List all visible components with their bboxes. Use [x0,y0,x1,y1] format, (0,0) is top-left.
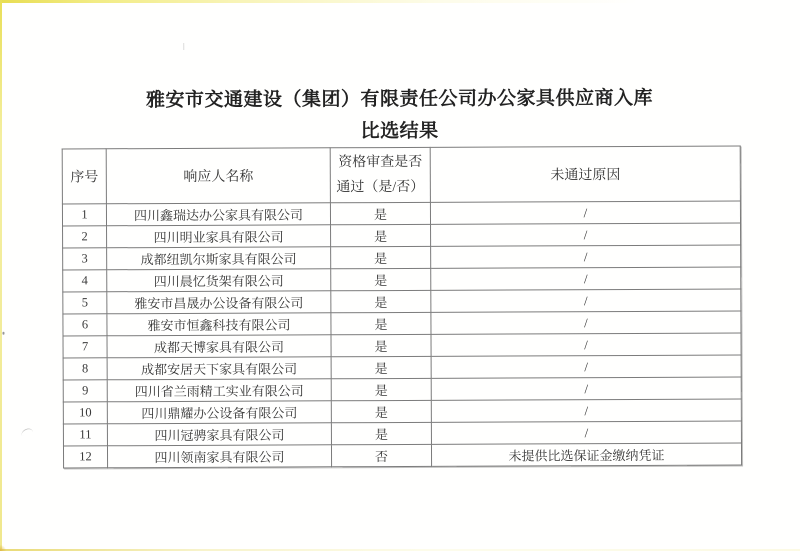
document-title-line1: 雅安市交通建设（集团）有限责任公司办公家具供应商入库 [145,87,654,112]
company-name-cell: 四川省兰雨精工实业有限公司 [107,379,331,402]
company-name-cell: 雅安市昌晟办公设备有限公司 [107,291,331,314]
company-name-cell: 四川晨忆货架有限公司 [107,269,331,292]
passed-cell: 是 [330,202,430,224]
passed-cell: 否 [331,444,431,466]
company-name-cell: 成都安居天下家具有限公司 [107,357,331,380]
row-number-cell: 5 [63,292,107,314]
passed-cell: 是 [331,400,431,422]
row-number-cell: 7 [63,336,107,358]
company-name-cell: 雅安市恒鑫科技有限公司 [107,313,331,336]
passed-cell: 是 [331,312,431,334]
company-name-cell: 四川鼎耀办公设备有限公司 [107,401,331,424]
reason-cell: / [431,377,741,400]
passed-cell: 是 [331,290,431,312]
table-header-row [62,146,740,204]
header-respondent-name: 响应人名称 [106,148,330,204]
table-row [63,311,741,336]
table-row [63,289,741,314]
passed-cell: 是 [331,224,431,246]
row-number-cell: 6 [63,314,107,336]
table-row [63,377,741,402]
document-title [0,82,800,149]
reason-cell: / [430,201,740,224]
header-qualification-pass-line1: 资格审查是否 [338,154,423,171]
company-name-cell: 四川领南家具有限公司 [107,445,331,468]
passed-cell: 是 [331,378,431,400]
supplier-table-body [62,201,741,468]
reason-cell: / [431,421,741,444]
reason-cell: / [431,399,741,422]
company-name-cell: 成都纽凯尔斯家具有限公司 [107,247,331,270]
table-row [62,201,740,226]
supplier-review-table [62,146,742,469]
table-row [63,421,741,446]
reason-cell: / [431,311,741,334]
row-number-cell: 11 [63,424,107,446]
reason-cell: / [431,289,741,312]
table-row [63,267,741,292]
reason-cell: / [431,223,741,246]
scan-artifact-pen-mark [20,427,33,435]
reason-cell: / [431,333,741,356]
reason-cell: 未提供比选保证金缴纳凭证 [431,443,741,466]
company-name-cell: 四川明业家具有限公司 [107,225,331,248]
document-title-line2: 比选结果 [360,120,439,143]
table-row [63,223,741,248]
header-serial-number: 序号 [62,149,106,204]
row-number-cell: 9 [63,380,107,402]
row-number-cell: 3 [63,248,107,270]
scan-artifact-tick [183,43,184,50]
table-row [63,245,741,270]
passed-cell: 是 [331,246,431,268]
company-name-cell: 成都天博家具有限公司 [107,335,331,358]
reason-cell: / [431,267,741,290]
passed-cell: 是 [331,422,431,444]
reason-cell: / [431,245,741,268]
header-fail-reason: 未通过原因 [430,146,740,202]
row-number-cell: 2 [63,226,107,248]
scan-artifact-speck [2,332,4,335]
company-name-cell: 四川冠骋家具有限公司 [107,423,331,446]
row-number-cell: 12 [63,446,107,468]
row-number-cell: 1 [62,204,106,226]
table-row [63,355,741,380]
table-row [63,333,741,358]
passed-cell: 是 [331,334,431,356]
table-row [63,443,741,468]
table-row [63,399,741,424]
passed-cell: 是 [331,356,431,378]
header-qualification-pass-line2: 通过（是/否） [336,179,425,196]
row-number-cell: 10 [63,402,107,424]
company-name-cell: 四川鑫瑞达办公家具有限公司 [106,203,330,226]
reason-cell: / [431,355,741,378]
row-number-cell: 4 [63,270,107,292]
row-number-cell: 8 [63,358,107,380]
header-qualification-pass [330,147,430,202]
passed-cell: 是 [331,268,431,290]
